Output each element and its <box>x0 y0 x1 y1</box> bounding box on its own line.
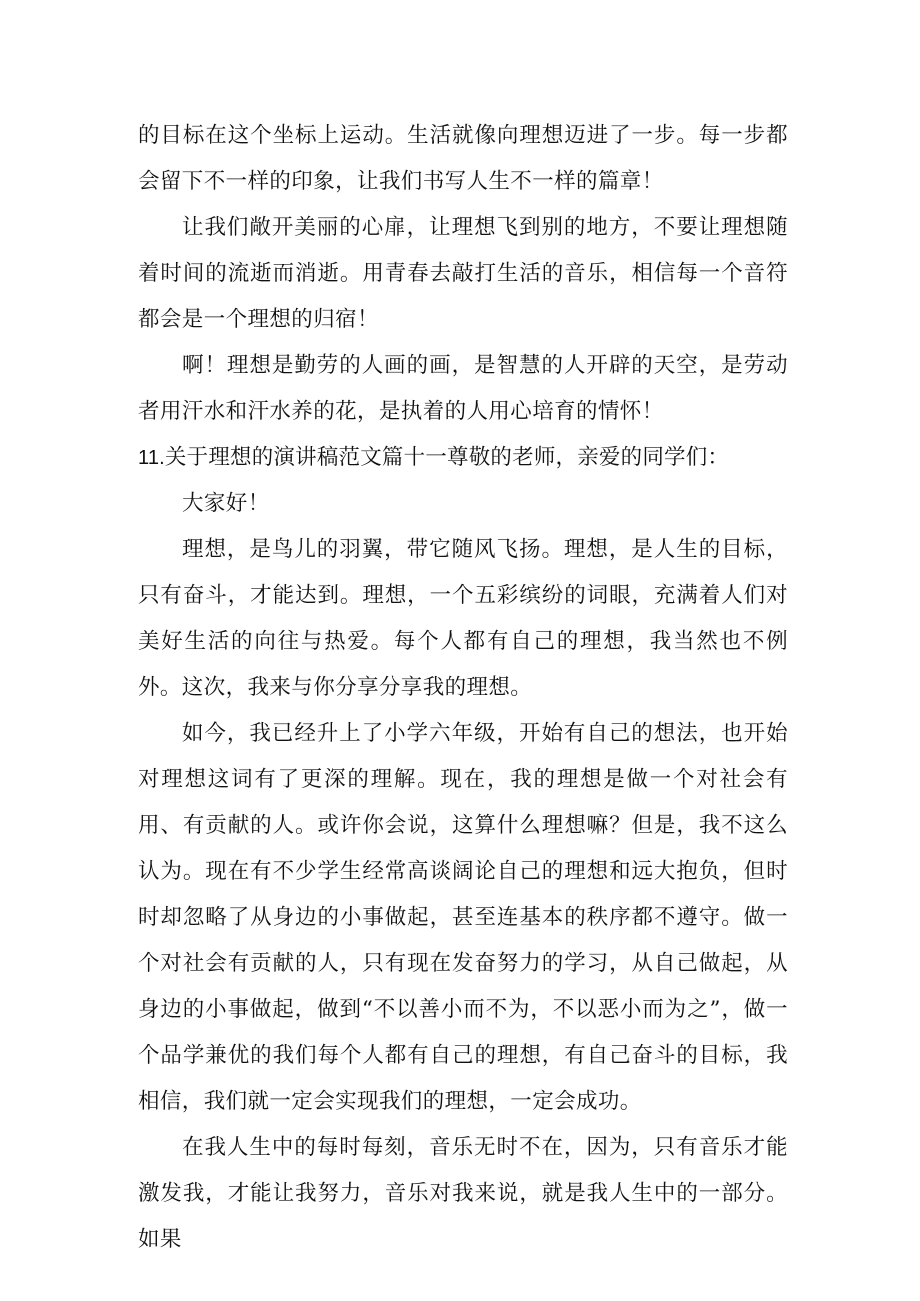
paragraph-goal-coordinate: 的目标在这个坐标上运动。生活就像向理想迈进了一步。每一步都会留下不一样的印象，让我们书写人生不一样的篇章！ <box>138 123 788 194</box>
paragraph-open-heart: 让我们敞开美丽的心扉，让理想飞到别的地方，不要让理想随着时间的流逝而消逝。用青春去敲打生活的音乐，相信每一个音符都会是一个理想的归宿！ <box>138 215 788 332</box>
paragraph-ideal-painting: 啊！理想是勤劳的人画的画，是智慧的人开辟的天空，是劳动者用汗水和汗水养的花，是执着的人用心培育的情怀！ <box>138 353 788 424</box>
section-heading <box>138 435 788 481</box>
paragraph-greeting: 大家好！ <box>182 491 270 516</box>
paragraph-bird-wings: 理想，是鸟儿的羽翼，带它随风飞扬。理想，是人生的目标，只有奋斗，才能达到。理想，一个五彩缤纷的词眼，充满着人们对美好生活的向往与热爱。每个人都有自己的理想，我当然也不例外。这次，我来与你分享分享我的理想。 <box>138 537 788 700</box>
text-column <box>138 113 788 1263</box>
paragraph-music: 在我人生中的每时每刻，音乐无时不在，因为，只有音乐才能激发我，才能让我努力，音乐对我来说，就是我人生中的一部分。如果 <box>138 1135 788 1252</box>
section-number: 11. <box>138 447 165 469</box>
paragraph-sixth-grade: 如今，我已经升上了小学六年级，开始有自己的想法，也开始对理想这词有了更深的理解。现在，我的理想是做一个对社会有用、有贡献的人。或许你会说，这算什么理想嘛？但是，我不这么认为。现在有不少学生经常高谈阔论自己的理想和远大抱负，但时时却忽略了从身边的小事做起，甚至连基本的秩序都不遵守。做一个对社会有贡献的人，只有现在发奋努力的学习，从自己做起，从身边的小事做起，做到“不以善小而不为，不以恶小而为之”，做一个品学兼优的我们每个人都有自己的理想，有自己奋斗的目标，我相信，我们就一定会实现我们的理想，一定会成功。 <box>138 721 788 1114</box>
section-title: 关于理想的演讲稿范文篇十一尊敬的老师，亲爱的同学们： <box>164 445 730 470</box>
